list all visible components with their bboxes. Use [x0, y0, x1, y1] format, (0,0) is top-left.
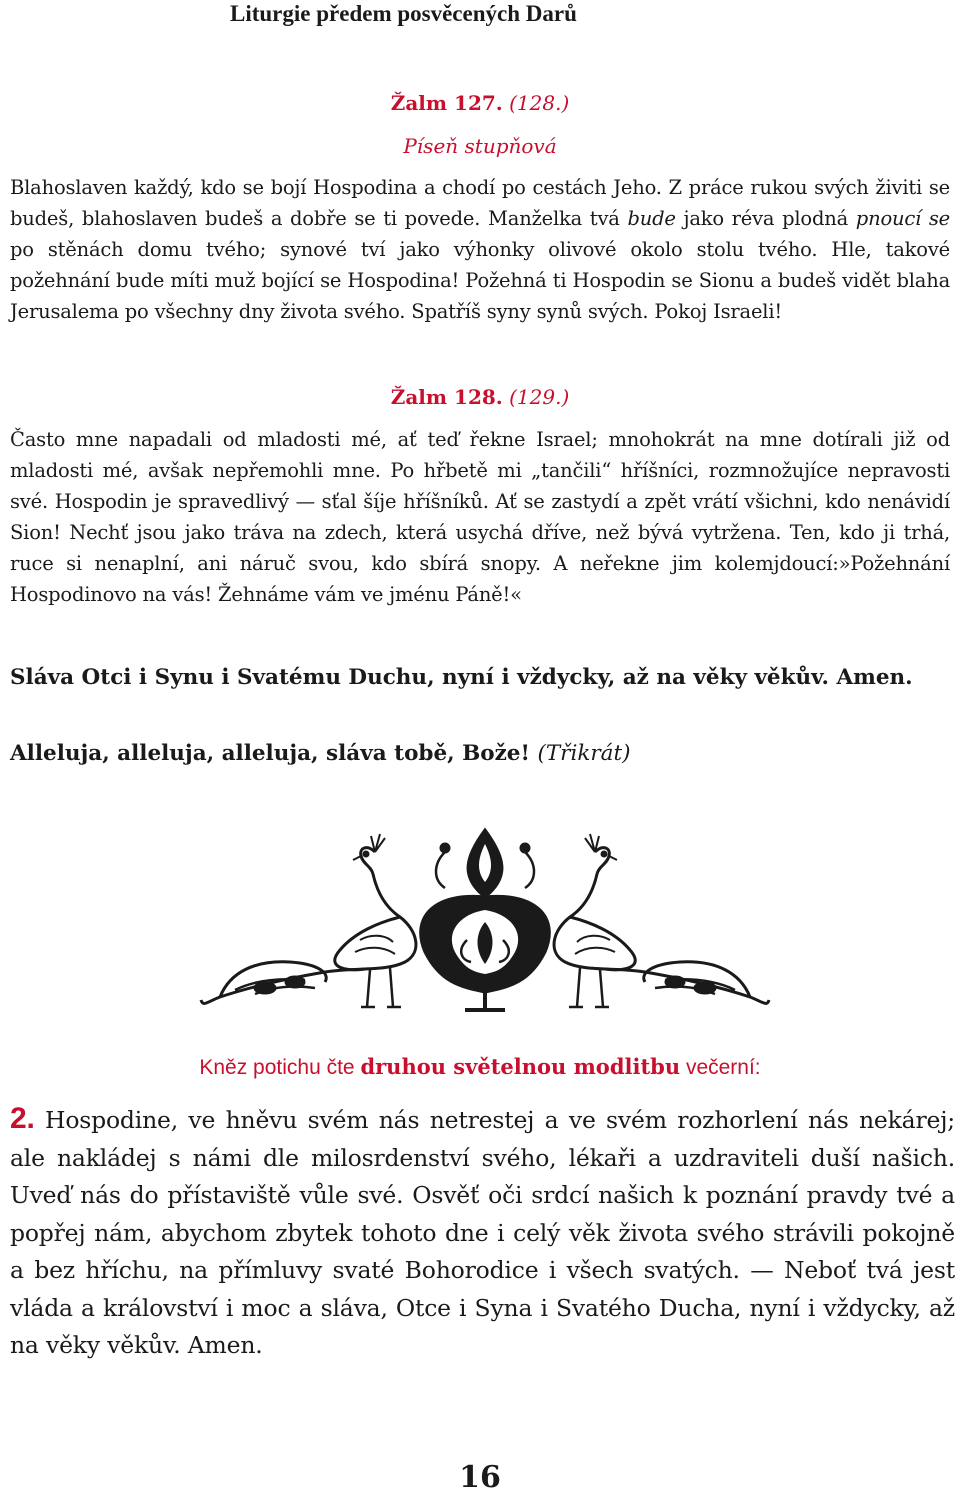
- doxology: Sláva Otci i Synu i Svatému Duchu, nyní i vždycky, až na věky věkův. Amen.: [10, 665, 913, 690]
- alleluia-line: [10, 739, 955, 769]
- psalm-128-alt-number: (129.): [509, 385, 570, 409]
- alleluia-text: Alleluja, alleluja, alleluja, sláva tobě, Bože!: [10, 741, 530, 766]
- psalm-127-alt-number: (128.): [509, 91, 570, 115]
- running-head: Liturgie předem posvěcených Darů: [230, 1, 577, 26]
- rubric: [0, 1053, 960, 1082]
- psalm-127-text-c: po stěnách domu tvého; synové tví jako výhonky olivové okolo stolu tvého. Hle, takové požehnání bude míti muž bojící se Hospodina! Požehná ti Hospodin se Sionu a budeš vidět blaha Jerusalema po všechny dny života svého. Spatříš syny synů svých. Pokoj Israeli!: [10, 238, 950, 323]
- psalm-127-heading: [0, 90, 960, 116]
- psalm-127-italic-2: pnoucí se: [855, 207, 950, 230]
- psalm-128-heading: [0, 384, 960, 410]
- prayer-body: Hospodine, ve hněvu svém nás netrestej a ve svém rozhorlení nás nekárej; ale nakládej s námi dle milosrdenství svého, lékaři a uzdraviteli duší našich. Uveď nás do přístaviště vůle své. Osvěť oči srdcí našich k poznání pravdy tvé a popřej nám, abychom zbytek tohoto dne i celý věk života svého strávili pokojně a bez hříchu, na přímluvy svaté Bohorodice i všech svatých. — Neboť tvá jest vláda a království i moc a sláva, Otce i Syna i Svatého Ducha, nyní i vždycky, až na věky věkův. Amen.: [10, 1106, 955, 1359]
- psalm-128-text: Často mne napadali od mladosti mé, ať teď řekne Israel; mnohokrát na mne dotírali již od mladosti mé, avšak nepřemohli mne. Po hřbetě mi „tančili“ hříšníci, rozmnožujíce nepravosti své. Hospodin je spravedlivý — sťal šíje hříšníků. Ať se zastydí a zpět vrátí všichni, kdo nenávidí Sion! Nechť jsou jako tráva na zdech, která usychá dříve, než bývá vytržena. Ten, kdo ji trhá, ruce si nenaplní, ani náruč svou, kdo sbírá snopy. A neřekne jim kolemjdoucí:»Požehnání Hospodinovo na vás! Žehnáme vám ve jménu Páně!«: [10, 428, 950, 606]
- page-number: 16: [459, 1460, 501, 1495]
- rubric-before: Kněz potichu čte: [199, 1056, 361, 1079]
- rubric-after: večerní:: [680, 1056, 761, 1079]
- psalm-127-text: [10, 172, 950, 327]
- peacocks-tree-ornament-icon: [195, 822, 775, 1022]
- alleluia-note: (Třikrát): [537, 741, 631, 766]
- prayer-number: 2.: [10, 1102, 35, 1135]
- psalm-128-number: Žalm 128.: [390, 385, 503, 409]
- psalm-127-number: Žalm 127.: [390, 91, 503, 115]
- psalm-127-text-b: jako réva plodná: [675, 207, 856, 230]
- psalm-127-subtitle: Píseň stupňová: [403, 134, 557, 158]
- psalm-127-italic-1: bude: [627, 207, 676, 230]
- prayer-text: [10, 1100, 955, 1365]
- rubric-bold: druhou světelnou modlitbu: [360, 1054, 681, 1079]
- psalm-127-text-a: Blahoslaven každý, kdo se bojí Hospodina a chodí po cestách Jeho. Z práce rukou svých živiti se budeš, blahoslaven budeš a dobře se ti povede. Manželka tvá: [10, 176, 950, 230]
